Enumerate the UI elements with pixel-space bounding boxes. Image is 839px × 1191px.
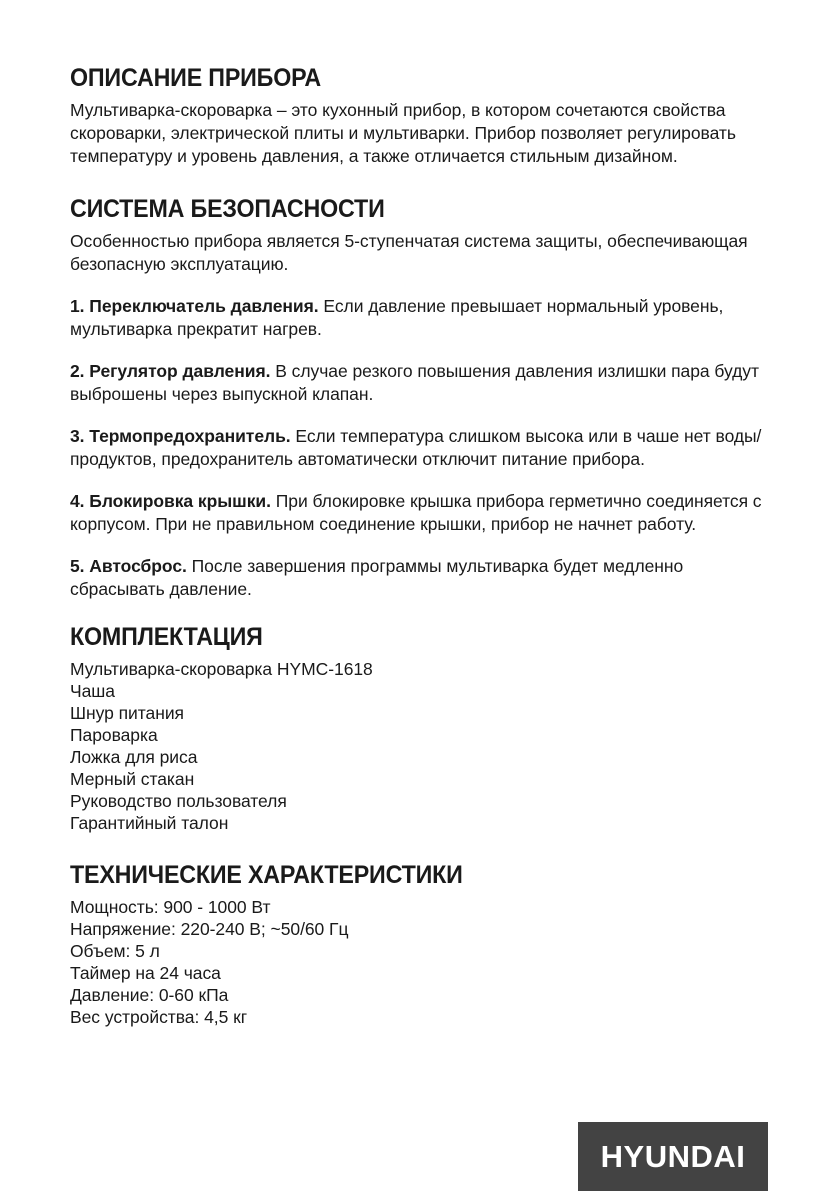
list-item: Мощность: 900 - 1000 Вт	[70, 897, 271, 917]
safety-item	[70, 490, 767, 536]
safety-item	[70, 360, 767, 406]
list-item: Руководство пользователя	[70, 791, 287, 811]
safety-item-label: 4. Блокировка крышки.	[70, 491, 271, 511]
spacer	[70, 651, 767, 658]
package-contents-list	[70, 658, 767, 834]
safety-item-text: После завершения программы мультиварка будет медленно сбрасывать давление.	[70, 556, 684, 599]
hyundai-logo-text: HYUNDAI	[600, 1139, 746, 1174]
spacer	[70, 168, 767, 195]
list-item: Мультиварка-скороварка HYMC-1618	[70, 659, 373, 679]
safety-item-label: 3. Термопредохранитель.	[70, 426, 291, 446]
safety-item-text: При блокировке крышка прибора герметично соединяется с корпусом. При не правильном соединение крышки, прибор не начнет работу.	[70, 491, 762, 534]
safety-item	[70, 555, 767, 601]
section-heading-package-contents: КОМПЛЕКТАЦИЯ	[70, 623, 263, 651]
safety-item-text: Если температура слишком высока или в чаше нет воды/продуктов, предохранитель автоматически отключит питание прибора.	[70, 426, 762, 469]
spacer	[70, 276, 767, 295]
spacer	[70, 834, 767, 861]
document-content	[70, 64, 767, 1028]
section-heading-specifications: ТЕХНИЧЕСКИЕ ХАРАКТЕРИСТИКИ	[70, 861, 463, 889]
safety-items-list	[70, 295, 767, 601]
spacer	[70, 92, 767, 99]
list-item: Напряжение: 220-240 В; ~50/60 Гц	[70, 919, 349, 939]
spacer	[70, 223, 767, 230]
list-item: Шнур питания	[70, 703, 184, 723]
section-heading-description: ОПИСАНИЕ ПРИБОРА	[70, 64, 321, 92]
description-paragraph: Мультиварка-скороварка – это кухонный прибор, в котором сочетаются свойства скороварки, электрической плиты и мультиварки. Прибор позволяет регулировать температуру и уровень давления, а также отличается стильным дизайном.	[70, 100, 736, 166]
safety-item-label: 5. Автосброс.	[70, 556, 187, 576]
safety-item-label: 2. Регулятор давления.	[70, 361, 271, 381]
list-item: Чаша	[70, 681, 115, 701]
safety-intro-paragraph: Особенностью прибора является 5-ступенчатая система защиты, обеспечивающая безопасную эксплуатацию.	[70, 231, 748, 274]
safety-item-text: Если давление превышает нормальный уровень, мультиварка прекратит нагрев.	[70, 296, 724, 339]
safety-item-label: 1. Переключатель давления.	[70, 296, 319, 316]
list-item: Объем: 5 л	[70, 941, 160, 961]
specifications-list	[70, 896, 767, 1028]
list-item: Пароварка	[70, 725, 158, 745]
section-heading-safety: СИСТЕМА БЕЗОПАСНОСТИ	[70, 195, 385, 223]
list-item: Давление: 0-60 кПа	[70, 985, 229, 1005]
spacer	[70, 601, 767, 623]
safety-item	[70, 295, 767, 341]
safety-item	[70, 425, 767, 471]
list-item: Гарантийный талон	[70, 813, 229, 833]
list-item: Таймер на 24 часа	[70, 963, 221, 983]
list-item: Ложка для риса	[70, 747, 198, 767]
list-item: Вес устройства: 4,5 кг	[70, 1007, 248, 1027]
list-item: Мерный стакан	[70, 769, 195, 789]
safety-item-text: В случае резкого повышения давления излишки пара будут выброшены через выпускной клапан.	[70, 361, 759, 404]
spacer	[70, 889, 767, 896]
hyundai-logo	[578, 1122, 768, 1191]
